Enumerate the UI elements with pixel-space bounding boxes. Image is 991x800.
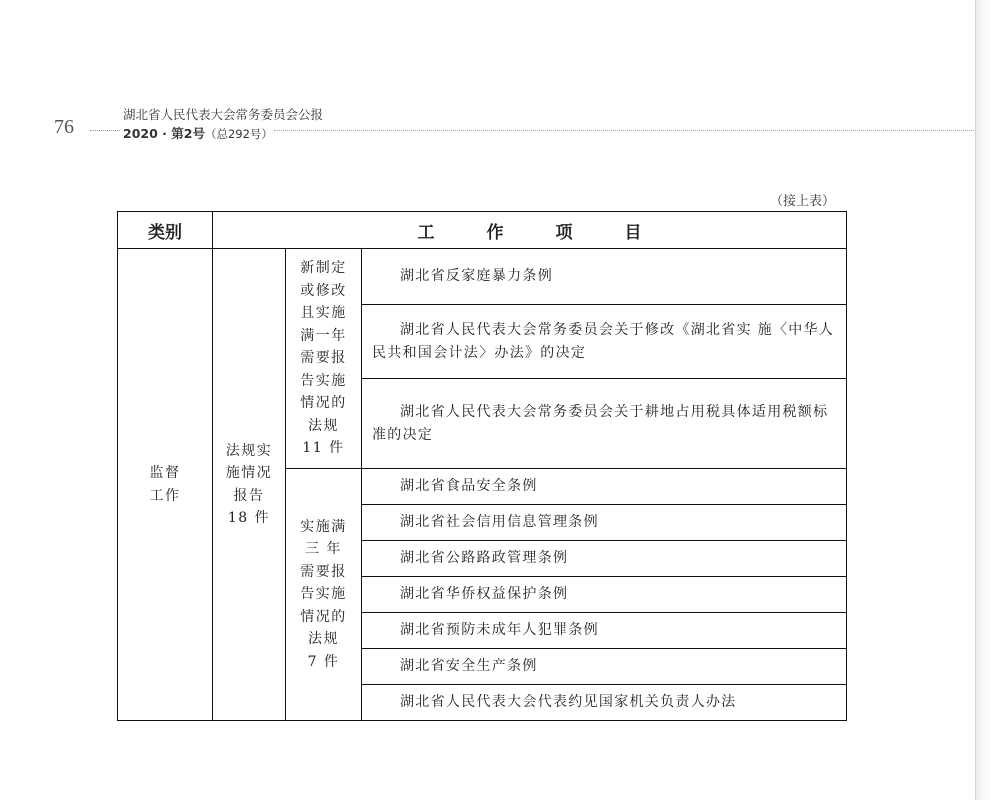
table-header-row <box>118 212 847 249</box>
category-line: 工作 <box>149 487 181 504</box>
report-line: 报告 <box>233 487 265 504</box>
continued-label: （接上表） <box>770 194 836 209</box>
issue-number: 2020 · 第2号 <box>123 126 205 141</box>
work-item-cell: 湖北省人民代表大会代表约见国家机关负责人办法 <box>362 685 847 721</box>
issue-total: （总292号） <box>204 127 273 141</box>
report-line: 施情况 <box>225 465 273 481</box>
group2-line: 告实施 <box>300 586 347 603</box>
header-dotted-rule-right <box>274 130 974 131</box>
group-new-regulations-cell <box>286 249 362 469</box>
column-header-category: 类别 <box>118 212 213 249</box>
group2-line: 情况的 <box>300 608 347 625</box>
work-item-cell: 湖北省公路路政管理条例 <box>362 541 847 577</box>
work-item-cell: 湖北省食品安全条例 <box>362 469 847 505</box>
group1-line: 需要报 <box>300 350 347 367</box>
work-item-cell: 湖北省社会信用信息管理条例 <box>362 505 847 541</box>
table-row <box>118 249 847 305</box>
work-item-cell: 湖北省安全生产条例 <box>362 649 847 685</box>
issue-line <box>123 124 273 142</box>
group1-line: 或修改 <box>300 282 347 299</box>
group2-line: 实施满 <box>300 518 347 535</box>
group2-line: 7 件 <box>307 653 340 670</box>
group2-line: 法规 <box>308 631 339 648</box>
report-summary-cell <box>213 249 286 721</box>
group1-line: 情况的 <box>300 395 347 412</box>
category-cell <box>118 249 213 721</box>
group2-line: 三 年 <box>305 541 342 558</box>
work-item-cell: 湖北省预防未成年人犯罪条例 <box>362 613 847 649</box>
header-dotted-rule <box>90 130 120 131</box>
work-item-cell: 湖北省人民代表大会常务委员会关于耕地占用税具体适用税额标准的决定 <box>362 379 847 469</box>
page-number: 76 <box>54 116 74 138</box>
column-header-work-items: 工作项目 <box>213 212 847 249</box>
group1-line: 新制定 <box>300 260 347 277</box>
group-three-year-regulations-cell <box>286 469 362 721</box>
report-line: 18 件 <box>227 510 271 526</box>
group1-line: 告实施 <box>300 372 347 389</box>
group2-line: 需要报 <box>300 563 347 580</box>
page-edge-shadow <box>975 0 991 800</box>
group1-line: 满一年 <box>300 327 347 344</box>
group1-line: 法规 <box>308 417 339 434</box>
category-line: 监督 <box>149 465 181 481</box>
group1-line: 11 件 <box>302 440 345 457</box>
work-items-table <box>117 211 847 721</box>
journal-name: 湖北省人民代表大会常务委员会公报 <box>123 107 324 122</box>
report-line: 法规实 <box>225 442 273 459</box>
work-item-cell: 湖北省人民代表大会常务委员会关于修改《湖北省实 施〈中华人民共和国会计法〉办法》的决定 <box>362 305 847 379</box>
work-item-cell: 湖北省反家庭暴力条例 <box>362 249 847 305</box>
group1-line: 且实施 <box>300 305 347 322</box>
work-item-cell: 湖北省华侨权益保护条例 <box>362 577 847 613</box>
